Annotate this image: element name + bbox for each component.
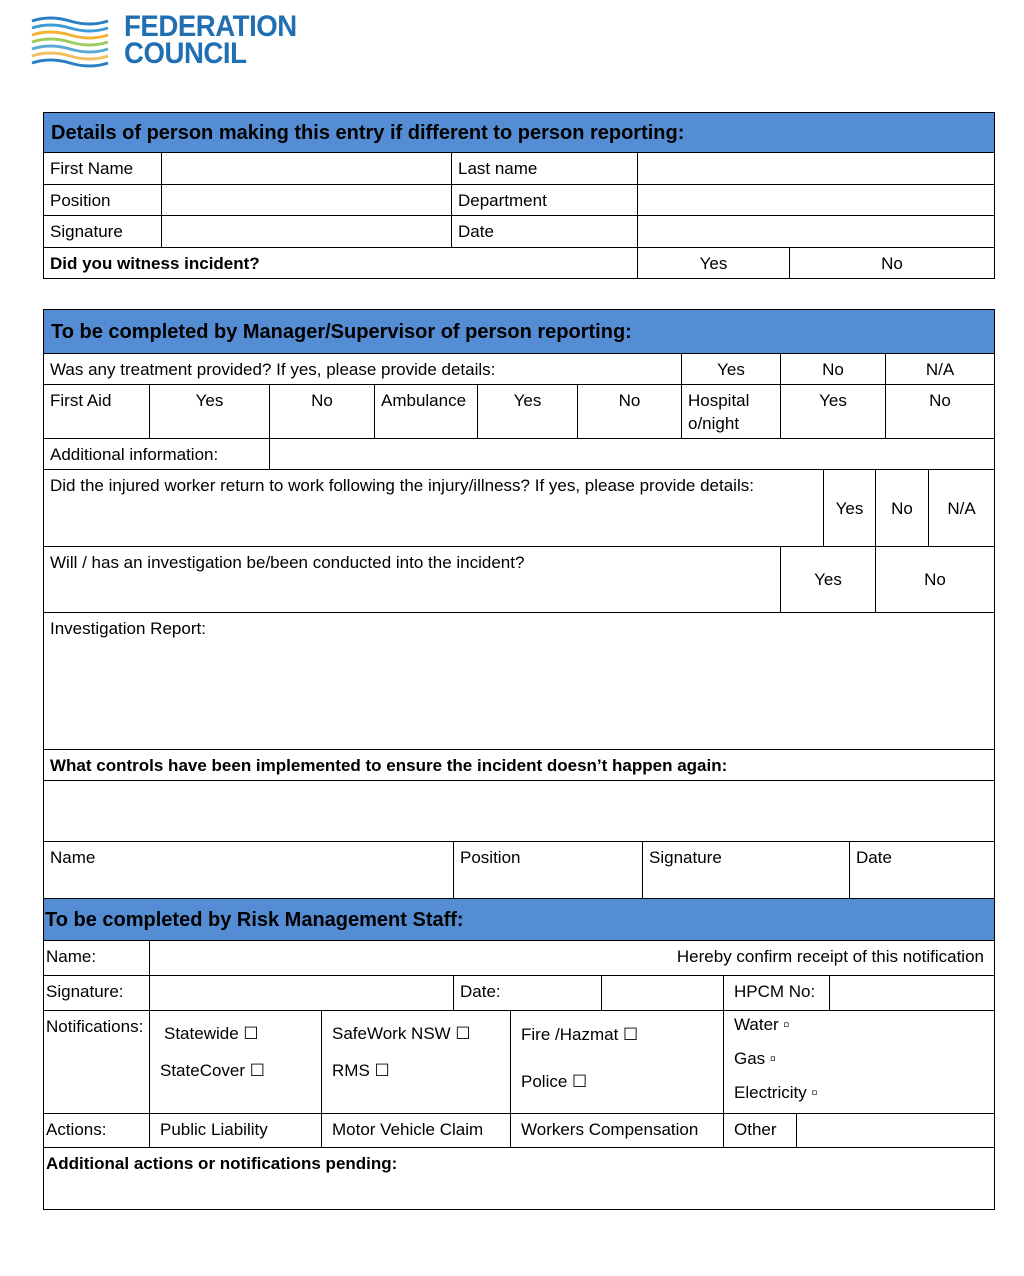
section2-header: To be completed by Manager/Supervisor of person reporting: bbox=[44, 310, 994, 353]
other-option[interactable]: Other bbox=[723, 1114, 796, 1147]
manager-position-field[interactable] bbox=[453, 842, 642, 898]
controls-field[interactable] bbox=[44, 781, 994, 841]
manager-name-label: Name bbox=[50, 848, 96, 867]
rms-checkbox[interactable]: RMS ☐ bbox=[332, 1061, 390, 1080]
confirm-receipt-text: Hereby confirm receipt of this notification bbox=[676, 947, 984, 966]
hpcm-field[interactable] bbox=[829, 976, 994, 1010]
investigation-report-field[interactable] bbox=[44, 613, 994, 749]
manager-signature-label: Signature bbox=[649, 848, 722, 867]
pending-actions-field[interactable] bbox=[44, 1148, 994, 1209]
safework-checkbox[interactable]: SafeWork NSW ☐ bbox=[332, 1024, 471, 1043]
first-aid-no-option[interactable]: No bbox=[269, 385, 374, 438]
other-field[interactable] bbox=[796, 1114, 994, 1147]
federation-council-logo bbox=[30, 12, 320, 74]
witness-question: Did you witness incident? bbox=[50, 253, 260, 273]
date-label: Date bbox=[451, 216, 637, 247]
risk-name-field[interactable] bbox=[149, 941, 994, 975]
treatment-question: Was any treatment provided? If yes, please provide details: bbox=[50, 359, 496, 379]
notify-group-safework bbox=[321, 1011, 510, 1113]
investigation-question: Will / has an investigation be/been conducted into the incident? bbox=[50, 553, 525, 572]
statecover-checkbox[interactable]: StateCover ☐ bbox=[160, 1061, 266, 1080]
date-field[interactable] bbox=[637, 216, 994, 247]
water-checkbox[interactable]: Water ▫ bbox=[734, 1015, 790, 1034]
controls-question: What controls have been implemented to ensure the incident doesn’t happen again: bbox=[50, 755, 728, 775]
investigation-report-label: Investigation Report: bbox=[50, 619, 206, 638]
return-yes-option[interactable]: Yes bbox=[823, 470, 875, 546]
notifications-label: Notifications: bbox=[46, 1017, 144, 1036]
notify-group-fire bbox=[510, 1011, 723, 1113]
ambulance-label: Ambulance bbox=[374, 385, 477, 438]
hpcm-label: HPCM No: bbox=[723, 976, 829, 1010]
police-checkbox[interactable]: Police ☐ bbox=[521, 1072, 588, 1091]
risk-name-label: Name: bbox=[46, 947, 97, 966]
ambulance-yes-option[interactable]: Yes bbox=[477, 385, 577, 438]
section-manager-and-risk bbox=[43, 309, 995, 1210]
notify-group-statewide bbox=[149, 1011, 321, 1113]
position-field[interactable] bbox=[161, 185, 451, 215]
logo-text-line2: COUNCIL bbox=[124, 37, 247, 70]
risk-date-label: Date: bbox=[453, 976, 601, 1010]
risk-signature-field[interactable] bbox=[149, 976, 453, 1010]
additional-info-label: Additional information: bbox=[50, 444, 219, 464]
signature-field[interactable] bbox=[161, 216, 451, 247]
first-aid-label: First Aid bbox=[50, 391, 112, 410]
manager-date-label: Date bbox=[856, 848, 892, 867]
department-label: Department bbox=[451, 185, 637, 215]
additional-info-field[interactable] bbox=[269, 439, 994, 469]
risk-date-field[interactable] bbox=[601, 976, 723, 1010]
first-name-label: First Name bbox=[50, 159, 134, 178]
manager-date-field[interactable] bbox=[849, 842, 994, 898]
gas-checkbox[interactable]: Gas ▫ bbox=[734, 1049, 776, 1068]
department-field[interactable] bbox=[637, 185, 994, 215]
waves-icon bbox=[30, 15, 110, 73]
last-name-field[interactable] bbox=[637, 153, 994, 184]
witness-yes-option[interactable]: Yes bbox=[637, 248, 789, 278]
manager-name-field[interactable] bbox=[44, 842, 453, 898]
section3-header: To be completed by Risk Management Staff: bbox=[44, 899, 994, 940]
risk-signature-label: Signature: bbox=[46, 982, 124, 1001]
section1-header: Details of person making this entry if different to person reporting: bbox=[44, 113, 994, 152]
return-na-option[interactable]: N/A bbox=[928, 470, 994, 546]
public-liability-option[interactable]: Public Liability bbox=[149, 1114, 321, 1147]
workers-comp-option[interactable]: Workers Compensation bbox=[510, 1114, 723, 1147]
pending-actions-label: Additional actions or notifications pending: bbox=[46, 1154, 398, 1173]
hospital-yes-option[interactable]: Yes bbox=[780, 385, 885, 438]
last-name-label: Last name bbox=[451, 153, 637, 184]
first-aid-yes-option[interactable]: Yes bbox=[149, 385, 269, 438]
logo-text-line1: FEDERATION bbox=[124, 10, 297, 43]
investigation-yes-option[interactable]: Yes bbox=[780, 547, 875, 612]
return-to-work-question: Did the injured worker return to work following the injury/illness? If yes, please provide details: bbox=[50, 476, 754, 495]
treatment-yes-option[interactable]: Yes bbox=[681, 354, 780, 384]
ambulance-no-option[interactable]: No bbox=[577, 385, 681, 438]
motor-vehicle-option[interactable]: Motor Vehicle Claim bbox=[321, 1114, 510, 1147]
fire-hazmat-checkbox[interactable]: Fire /Hazmat ☐ bbox=[521, 1025, 639, 1044]
hospital-label: Hospital o/night bbox=[681, 385, 780, 438]
hospital-no-option[interactable]: No bbox=[885, 385, 994, 438]
signature-label: Signature bbox=[50, 222, 123, 241]
section-entry-person bbox=[43, 112, 995, 279]
manager-position-label: Position bbox=[460, 848, 521, 867]
manager-signature-field[interactable] bbox=[642, 842, 849, 898]
investigation-no-option[interactable]: No bbox=[875, 547, 994, 612]
electricity-checkbox[interactable]: Electricity ▫ bbox=[734, 1083, 818, 1102]
witness-no-option[interactable]: No bbox=[789, 248, 994, 278]
statewide-checkbox[interactable]: Statewide ☐ bbox=[164, 1024, 259, 1043]
actions-label: Actions: bbox=[46, 1120, 107, 1139]
treatment-na-option[interactable]: N/A bbox=[885, 354, 994, 384]
notify-group-utilities bbox=[723, 1011, 994, 1113]
treatment-no-option[interactable]: No bbox=[780, 354, 885, 384]
return-no-option[interactable]: No bbox=[875, 470, 928, 546]
first-name-field[interactable] bbox=[161, 153, 451, 184]
position-label: Position bbox=[50, 190, 111, 210]
